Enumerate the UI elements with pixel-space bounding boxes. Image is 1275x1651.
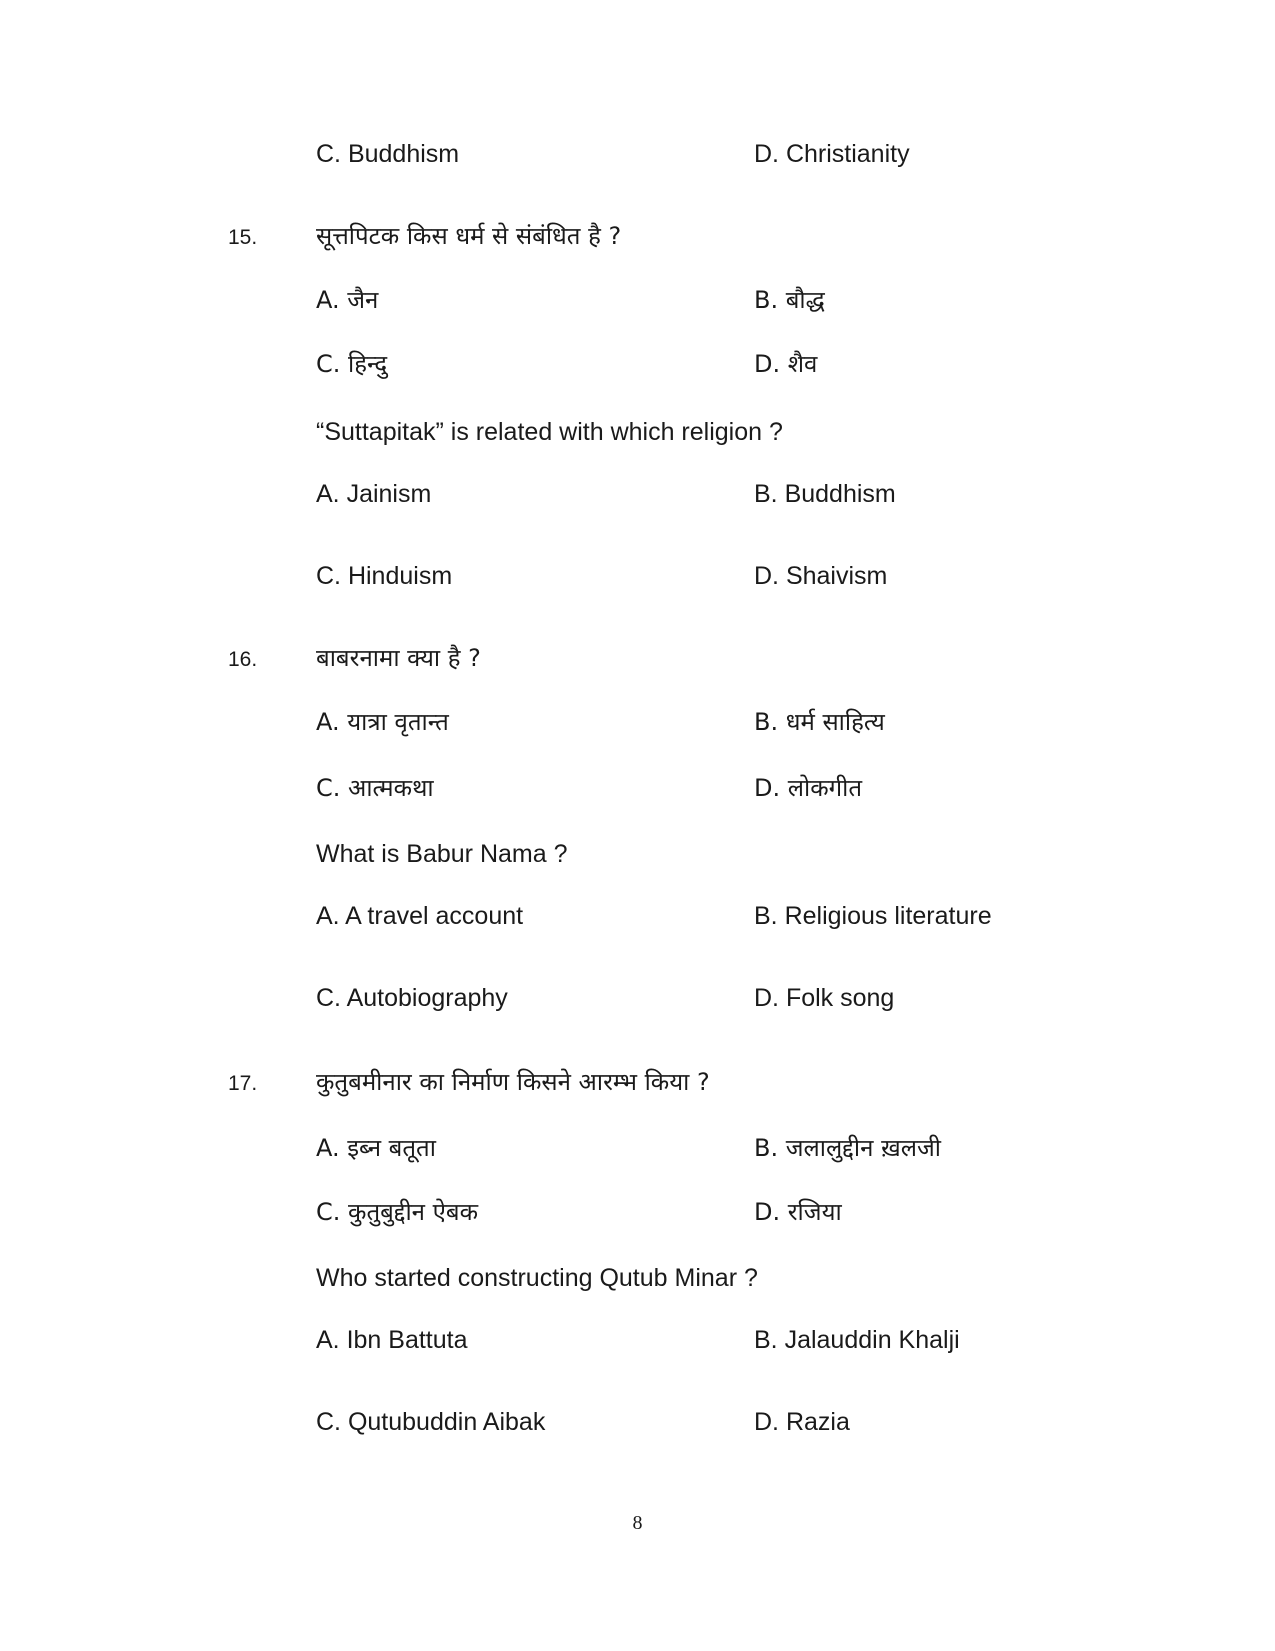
q15-english-option-c: C. Hinduism — [316, 562, 453, 590]
prev-option-d: D. Christianity — [754, 140, 910, 168]
q16-english-option-d: D. Folk song — [754, 984, 895, 1012]
q15-hindi-question: सूत्तपिटक किस धर्म से संबंधित है ? — [316, 222, 622, 250]
q17-english-option-d: D. Razia — [754, 1408, 850, 1436]
q17-hindi-question: कुतुबमीनार का निर्माण किसने आरम्भ किया ? — [316, 1068, 710, 1096]
q17-english-option-c: C. Qutubuddin Aibak — [316, 1408, 546, 1436]
q15-english-option-a: A. Jainism — [316, 480, 432, 508]
q15-english-question: “Suttapitak” is related with which religion ? — [316, 418, 783, 446]
q15-hindi-option-b: B. बौद्ध — [754, 286, 825, 314]
q17-english-option-a: A. Ibn Battuta — [316, 1326, 468, 1354]
q15-english-option-b: B. Buddhism — [754, 480, 896, 508]
page-number: 8 — [632, 1512, 643, 1534]
question-number-15: 15. — [228, 226, 258, 249]
q16-hindi-option-a: A. यात्रा वृतान्त — [316, 708, 449, 736]
prev-option-c: C. Buddhism — [316, 140, 460, 168]
q16-hindi-option-c: C. आत्मकथा — [316, 774, 434, 802]
q16-english-option-c: C. Autobiography — [316, 984, 508, 1012]
q17-hindi-option-a: A. इब्न बतूता — [316, 1134, 436, 1162]
q16-hindi-option-b: B. धर्म साहित्य — [754, 708, 885, 736]
q16-hindi-question: बाबरनामा क्या है ? — [316, 644, 481, 672]
q17-hindi-option-b: B. जलालुद्दीन ख़लजी — [754, 1134, 941, 1162]
q16-english-option-a: A. A travel account — [316, 902, 524, 930]
q16-english-question: What is Babur Nama ? — [316, 840, 568, 868]
question-number-16: 16. — [228, 648, 258, 671]
q15-english-option-d: D. Shaivism — [754, 562, 888, 590]
q15-hindi-option-d: D. शैव — [754, 350, 818, 378]
q15-hindi-option-c: C. हिन्दु — [316, 350, 388, 378]
q17-english-option-b: B. Jalauddin Khalji — [754, 1326, 960, 1354]
q16-hindi-option-d: D. लोकगीत — [754, 774, 863, 802]
q16-english-option-b: B. Religious literature — [754, 902, 992, 930]
q17-english-question: Who started constructing Qutub Minar ? — [316, 1264, 758, 1292]
q17-hindi-option-d: D. रजिया — [754, 1198, 842, 1226]
question-number-17: 17. — [228, 1072, 258, 1095]
q15-hindi-option-a: A. जैन — [316, 286, 379, 314]
q17-hindi-option-c: C. कुतुबुद्दीन ऐबक — [316, 1198, 479, 1226]
